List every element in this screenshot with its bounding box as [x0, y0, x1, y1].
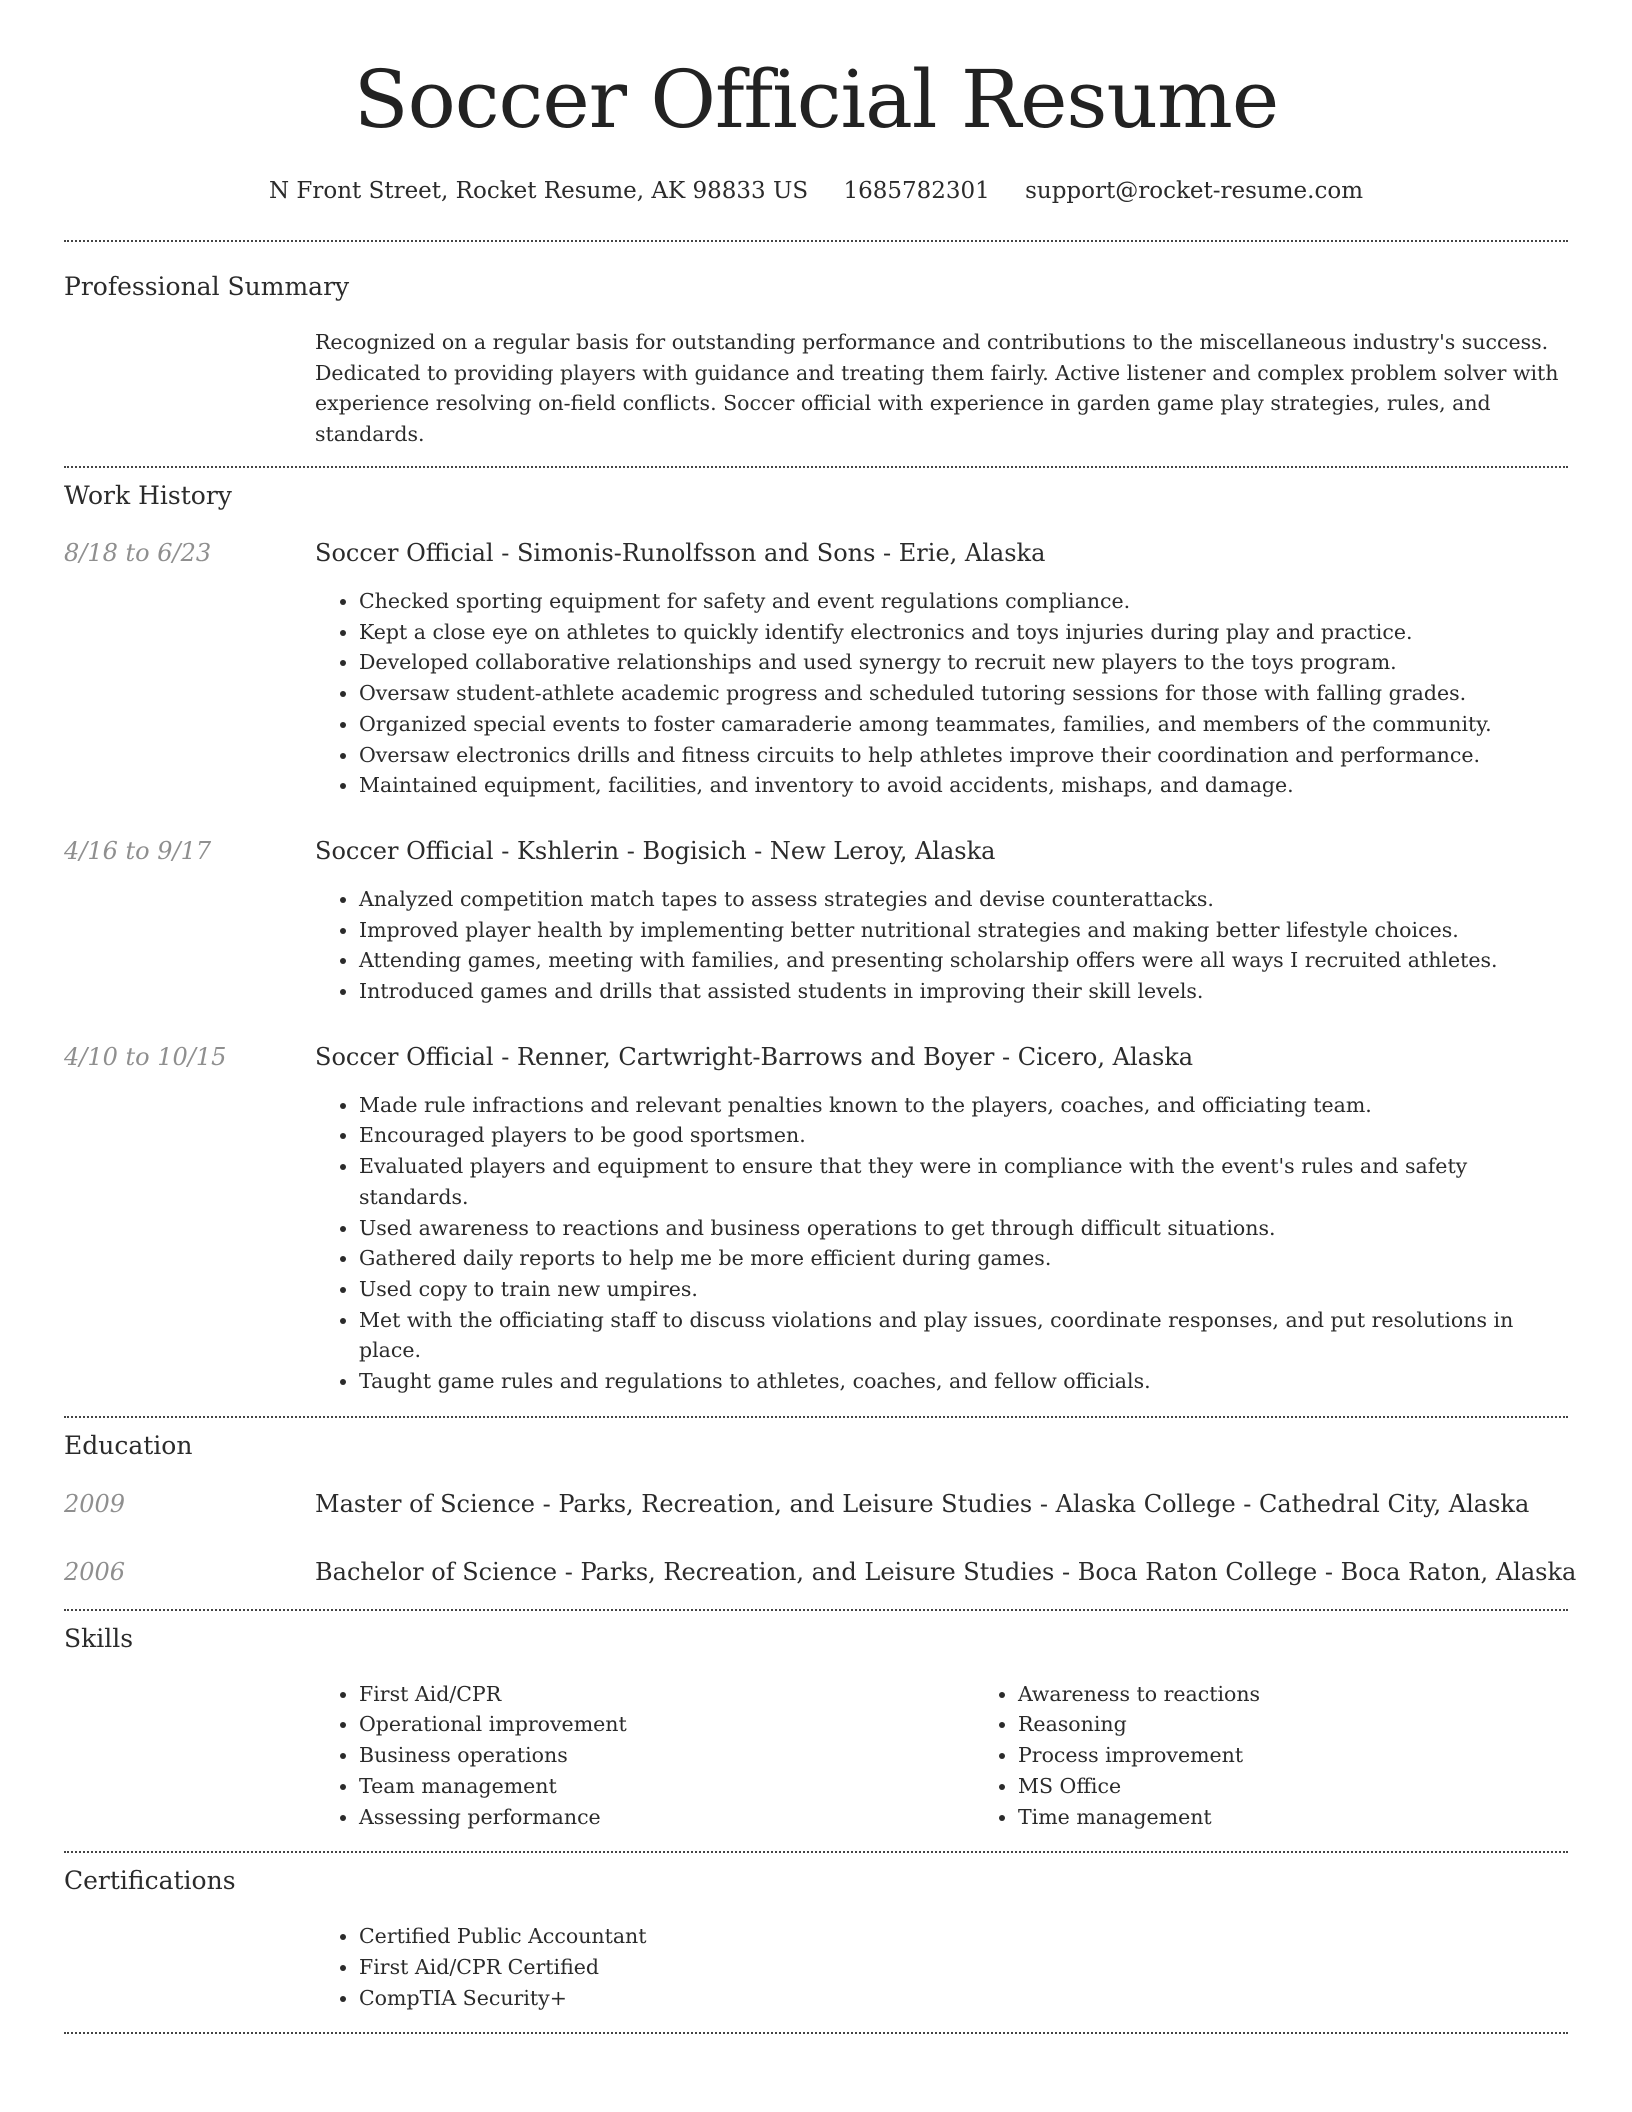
skills-section	[64, 1611, 1568, 1833]
job-dates: 4/10 to 10/15	[64, 1042, 227, 1071]
list-item: • First Aid/CPR Certified	[359, 1952, 1568, 1983]
list-item: • Encouraged players to be good sportsmen.	[359, 1120, 1568, 1151]
job-bullets	[315, 586, 1568, 801]
job-entry	[64, 537, 1568, 801]
list-item: • Process improvement	[1018, 1740, 1632, 1771]
resume-header	[64, 0, 1568, 206]
list-item: • Met with the officiating staff to discuss violations and play issues, coordinate responses, and put resolutions in place.	[359, 1305, 1568, 1366]
list-item: • Certified Public Accountant	[359, 1921, 1568, 1952]
section-title-work-history: Work History	[64, 481, 232, 510]
list-item: • Used awareness to reactions and business operations to get through difficult situations.	[359, 1213, 1568, 1244]
education-entry	[64, 1488, 1568, 1520]
list-item: • Taught game rules and regulations to athletes, coaches, and fellow officials.	[359, 1366, 1568, 1397]
list-item: • Attending games, meeting with families, and presenting scholarship offers were all ways I recruited athletes.	[359, 945, 1568, 976]
section-title-skills: Skills	[64, 1623, 134, 1653]
list-item: • Assessing performance	[359, 1802, 974, 1833]
list-item: • Maintained equipment, facilities, and inventory to avoid accidents, mishaps, and damage.	[359, 770, 1568, 801]
job-title: Soccer Official - Simonis-Runolfsson and Sons - Erie, Alaska	[315, 539, 1046, 567]
list-item: • Team management	[359, 1771, 974, 1802]
education-title: Master of Science - Parks, Recreation, and Leisure Studies - Alaska College - Cathedral City, Alaska	[315, 1489, 1530, 1518]
list-item: • Made rule infractions and relevant penalties known to the players, coaches, and officiating team.	[359, 1090, 1568, 1121]
job-title: Soccer Official - Kshlerin - Bogisich - New Leroy, Alaska	[315, 836, 996, 865]
education-section	[64, 1418, 1577, 1588]
list-item: • Reasoning	[1018, 1709, 1632, 1740]
skills-list-right	[974, 1679, 1632, 1833]
list-item: • Operational improvement	[359, 1709, 974, 1740]
job-dates: 4/16 to 9/17	[64, 836, 212, 865]
list-item: • Awareness to reactions	[1018, 1679, 1632, 1710]
list-item: • Evaluated players and equipment to ensure that they were in compliance with the event's rules and safety standards.	[359, 1151, 1568, 1212]
contact-line	[64, 176, 1568, 206]
certifications-section	[64, 1853, 1568, 2013]
work-history-section	[64, 468, 1568, 1397]
section-title-summary: Professional Summary	[64, 272, 350, 301]
job-bullets	[315, 884, 1568, 1007]
divider	[64, 2032, 1568, 2034]
list-item: • Organized special events to foster camaraderie among teammates, families, and members of the community.	[359, 709, 1568, 740]
contact-phone: 1685782301	[843, 178, 990, 204]
list-item: • Oversaw student-athlete academic progress and scheduled tutoring sessions for those with falling grades.	[359, 678, 1568, 709]
list-item: • First Aid/CPR	[359, 1679, 974, 1710]
job-bullets	[315, 1090, 1568, 1397]
resume-title: Soccer Official Resume	[353, 53, 1279, 146]
skills-list-left	[315, 1679, 974, 1833]
list-item: • MS Office	[1018, 1771, 1632, 1802]
education-entry	[64, 1556, 1577, 1588]
section-title-education: Education	[64, 1430, 193, 1460]
education-title: Bachelor of Science - Parks, Recreation, and Leisure Studies - Boca Raton College - Boca Raton, Alaska	[315, 1557, 1577, 1586]
list-item: • Introduced games and drills that assisted students in improving their skill levels.	[359, 976, 1568, 1007]
list-item: • Checked sporting equipment for safety and event regulations compliance.	[359, 586, 1568, 617]
certifications-list	[315, 1921, 1568, 2013]
skills-grid	[315, 1679, 1568, 1833]
summary-section	[64, 242, 1568, 449]
list-item: • Analyzed competition match tapes to assess strategies and devise counterattacks.	[359, 884, 1568, 915]
list-item: • Kept a close eye on athletes to quickly identify electronics and toys injuries during play and practice.	[359, 617, 1568, 648]
list-item: • Oversaw electronics drills and fitness circuits to help athletes improve their coordination and performance.	[359, 740, 1568, 771]
job-title: Soccer Official - Renner, Cartwright-Barrows and Boyer - Cicero, Alaska	[315, 1042, 1194, 1071]
list-item: • Used copy to train new umpires.	[359, 1274, 1568, 1305]
list-item: • Improved player health by implementing better nutritional strategies and making better lifestyle choices.	[359, 915, 1568, 946]
contact-address: N Front Street, Rocket Resume, AK 98833 US	[268, 178, 809, 204]
section-title-certifications: Certifications	[64, 1866, 236, 1896]
contact-email: support@rocket-resume.com	[1025, 178, 1364, 204]
education-year: 2009	[64, 1489, 126, 1518]
list-item: • CompTIA Security+	[359, 1983, 1568, 2014]
job-dates: 8/18 to 6/23	[64, 539, 212, 567]
job-entry	[64, 1041, 1568, 1397]
list-item: • Gathered daily reports to help me be more efficient during games.	[359, 1243, 1568, 1274]
list-item: • Business operations	[359, 1740, 974, 1771]
job-entry	[64, 835, 1568, 1007]
list-item: • Time management	[1018, 1802, 1632, 1833]
education-year: 2006	[64, 1557, 126, 1586]
summary-text: Recognized on a regular basis for outstanding performance and contributions to the miscellaneous industry's success. Dedicated to providing players with guidance and treating them fairly. Active listener and complex problem solver with experience resolving on-field conflicts. Soccer official with experience in garden game play strategies, rules, and standards.	[315, 330, 1559, 446]
list-item: • Developed collaborative relationships and used synergy to recruit new players to the toys program.	[359, 647, 1568, 678]
